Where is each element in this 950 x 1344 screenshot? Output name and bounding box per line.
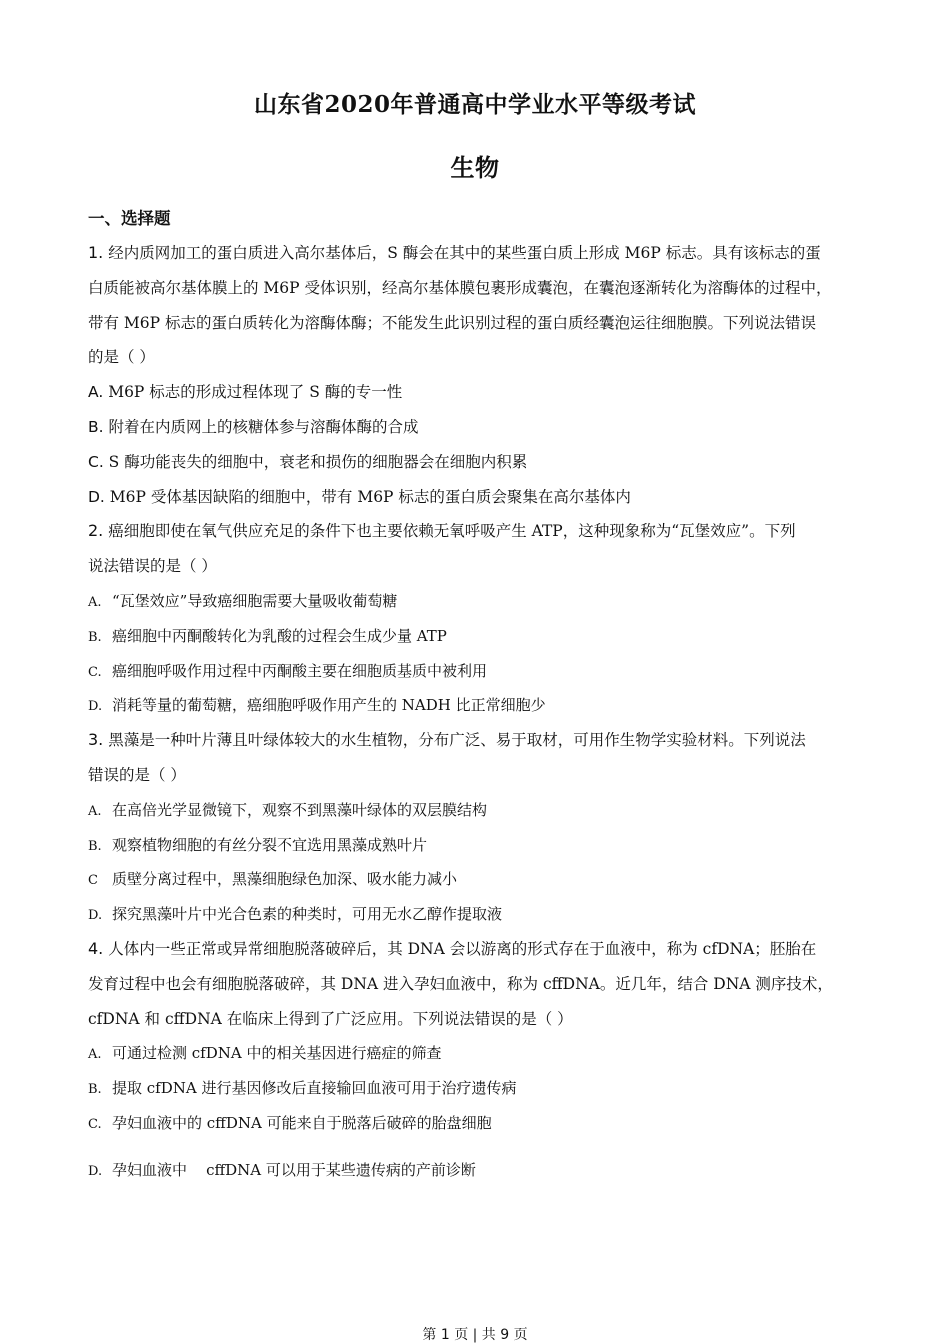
option-c [88, 1106, 878, 1141]
option-label: D. [88, 699, 103, 715]
footer-prefix: 第 [422, 1327, 437, 1343]
option-b [88, 828, 878, 863]
option-a [88, 375, 878, 410]
option-text: 观察植物细胞的有丝分裂不宜选用黑藻成熟叶片 [112, 835, 428, 854]
option-label: B. [88, 629, 102, 645]
question-stem-line: 错误的是（ ） [88, 765, 186, 784]
stem-text: 癌细胞即使在氧气供应充足的条件下也主要依赖无氧呼吸产生 ATP，这种现象称为“瓦堡效应”。下列 [103, 522, 796, 541]
option-text: 提取 cfDNA 进行基因修改后直接输回血液可用于治疗遗传病 [112, 1079, 517, 1098]
option-label: B. [88, 838, 102, 854]
option-d [88, 688, 878, 723]
stem-text: 经内质网加工的蛋白质进入高尔基体后，S 酶会在其中的某些蛋白质上形成 M6P 标志。具有该标志的蛋 [103, 244, 821, 262]
option-text: 在高倍光学显微镜下，观察不到黑藻叶绿体的双层膜结构 [112, 800, 488, 819]
question-stem-line: 带有 M6P 标志的蛋白质转化为溶酶体酶；不能发生此识别过程的蛋白质经囊泡运往细胞膜。下列说法错误 [88, 313, 817, 332]
question-stem-line [88, 236, 878, 271]
option-a [88, 793, 878, 828]
question-4 [88, 932, 878, 1188]
option-text: 消耗等量的葡萄糖，癌细胞呼吸作用产生的 NADH 比正常细胞少 [112, 696, 546, 715]
option-label: D. [88, 908, 103, 924]
total-pages: 9 [500, 1327, 510, 1343]
question-stem-line: 白质能被高尔基体膜上的 M6P 受体识别，经高尔基体膜包裹形成囊泡，在囊泡逐渐转化为溶酶体的过程中， [88, 278, 832, 297]
option-text: “瓦堡效应”导致癌细胞需要大量吸收葡萄糖 [112, 591, 398, 610]
option-d [88, 1153, 878, 1188]
question-1 [88, 236, 878, 514]
option-text: 癌细胞中丙酮酸转化为乳酸的过程会生成少量 ATP [112, 626, 447, 645]
footer-middle: 页 | 共 [454, 1327, 496, 1343]
footer-suffix: 页 [513, 1327, 528, 1343]
question-stem-line [88, 932, 878, 967]
question-number: 3. [88, 730, 104, 750]
question-stem-line: 发育过程中也会有细胞脱落破碎，其 DNA 进入孕妇血液中，称为 cffDNA。近几年，结合 DNA 测序技术， [88, 974, 833, 993]
option-a [88, 1036, 878, 1071]
question-stem-line: 的是（ ） [88, 348, 155, 367]
question-stem-line: cfDNA 和 cffDNA 在临床上得到了广泛应用。下列说法错误的是（ ） [88, 1009, 573, 1028]
option-label: C. [88, 664, 102, 680]
option-label: C [88, 873, 98, 889]
subject-title: 生物 [450, 153, 500, 182]
stem-text: 人体内一些正常或异常细胞脱落破碎后，其 DNA 会以游离的形式存在于血液中，称为 cfDNA；胚胎在 [103, 939, 817, 958]
option-b [88, 619, 878, 654]
option-label: B. [88, 1082, 102, 1098]
option-d [88, 480, 878, 515]
option-c [88, 445, 878, 480]
option-label: A. [88, 383, 104, 402]
option-text: M6P 受体基因缺陷的细胞中，带有 M6P 标志的蛋白质会聚集在高尔基体内 [104, 487, 631, 506]
option-c [88, 862, 878, 897]
option-text: 质壁分离过程中，黑藻细胞绿色加深、吸水能力减小 [112, 870, 458, 889]
question-number: 1. [88, 243, 104, 262]
option-label: A. [88, 594, 102, 610]
question-number: 2. [88, 521, 104, 541]
option-label: B. [88, 417, 104, 436]
option-text: 探究黑藻叶片中光合色素的种类时，可用无水乙醇作提取液 [112, 905, 503, 924]
option-label: C. [88, 1116, 102, 1132]
exam-title: 山东省2020年普通高中学业水平等级考试 [253, 91, 696, 118]
option-d [88, 897, 878, 932]
option-label: A. [88, 803, 102, 819]
questions-list [88, 236, 878, 1188]
option-b [88, 410, 878, 445]
section-heading: 一、选择题 [88, 209, 171, 228]
question-number: 4. [88, 938, 104, 958]
stem-text: 黑藻是一种叶片薄且叶绿体较大的水生植物，分布广泛、易于取材，可用作生物学实验材料。下列说法 [103, 731, 806, 750]
option-label: A. [88, 1047, 102, 1063]
page-number: 1 [440, 1327, 450, 1343]
question-3 [88, 723, 878, 932]
option-b [88, 1071, 878, 1106]
option-text: S 酶功能丧失的细胞中，衰老和损伤的细胞器会在细胞内积累 [103, 452, 528, 471]
option-label: C. [88, 452, 104, 471]
option-text: 可通过检测 cfDNA 中的相关基因进行癌症的筛查 [112, 1044, 442, 1063]
option-text: 癌细胞呼吸作用过程中丙酮酸主要在细胞质基质中被利用 [112, 661, 488, 680]
option-text: 孕妇血液中 cffDNA 可以用于某些遗传病的产前诊断 [112, 1160, 476, 1179]
question-stem-line: 说法错误的是（ ） [88, 557, 217, 576]
option-c [88, 654, 878, 689]
option-text: 孕妇血液中的 cffDNA 可能来自于脱落后破碎的胎盘细胞 [112, 1113, 492, 1132]
question-stem-line [88, 723, 878, 758]
page-footer [0, 1324, 950, 1344]
option-label: D. [88, 1163, 103, 1179]
question-stem-line [88, 514, 878, 549]
option-text: M6P 标志的形成过程体现了 S 酶的专一性 [103, 383, 403, 402]
question-2 [88, 514, 878, 723]
option-label: D. [88, 487, 105, 506]
option-text: 附着在内质网上的核糖体参与溶酶体酶的合成 [103, 417, 419, 436]
option-a [88, 584, 878, 619]
